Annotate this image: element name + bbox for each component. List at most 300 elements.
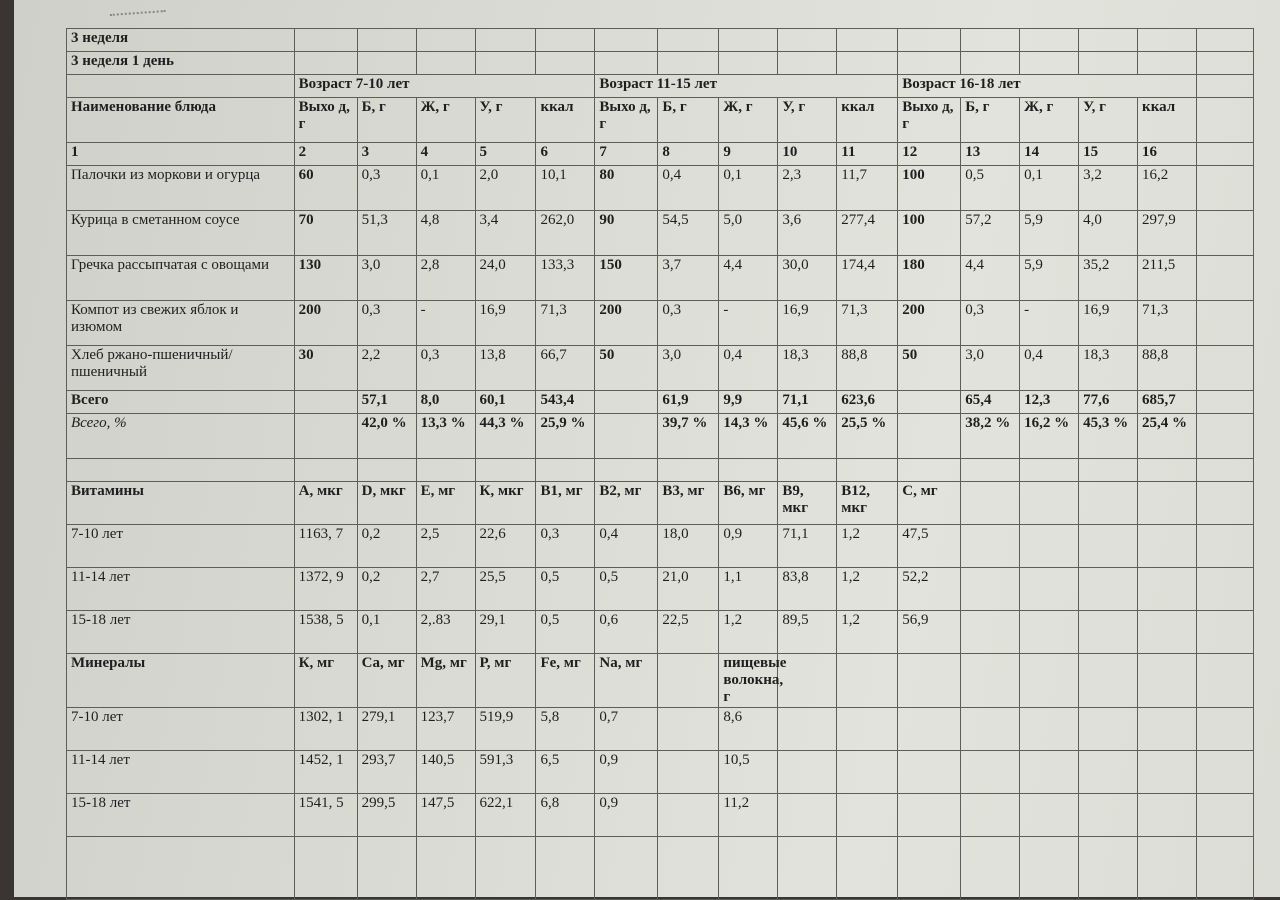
empty-cell (1138, 29, 1197, 52)
empty-cell (837, 794, 898, 837)
empty-cell (1196, 301, 1253, 346)
column-number: 8 (658, 143, 719, 166)
dish-value: 30 (294, 346, 357, 391)
total-value: 57,1 (357, 391, 416, 414)
empty-cell (658, 29, 719, 52)
empty-cell (1079, 459, 1138, 482)
dish-value: 0,3 (357, 301, 416, 346)
dish-value: 3,7 (658, 256, 719, 301)
nutrition-table (66, 28, 1254, 900)
empty-cell (778, 29, 837, 52)
mineral-header: Na, мг (595, 654, 658, 708)
empty-cell (898, 837, 961, 900)
vitamin-value: 0,1 (357, 611, 416, 654)
vitamin-value: 0,3 (536, 525, 595, 568)
column-number: 2 (294, 143, 357, 166)
vitamin-value: 47,5 (898, 525, 961, 568)
dish-value: 71,3 (1138, 301, 1197, 346)
mineral-header: Р, мг (475, 654, 536, 708)
dish-value: 16,9 (1079, 301, 1138, 346)
vitamin-value: 56,9 (898, 611, 961, 654)
age-group-16-18: Возраст 16-18 лет (898, 75, 1197, 98)
dish-value: 0,5 (961, 166, 1020, 211)
mineral-value: 0,9 (595, 794, 658, 837)
empty-cell (898, 52, 961, 75)
empty-cell (294, 29, 357, 52)
nutrient-header: Б, г (357, 98, 416, 143)
dish-value: 88,8 (1138, 346, 1197, 391)
vitamin-value: 0,5 (595, 568, 658, 611)
vitamin-value: 1,2 (837, 568, 898, 611)
nutrient-header: ккал (536, 98, 595, 143)
dish-value: 0,1 (1020, 166, 1079, 211)
vitamin-header: С, мг (898, 482, 961, 525)
empty-cell (595, 29, 658, 52)
column-number: 13 (961, 143, 1020, 166)
mineral-age-label: 7-10 лет (67, 708, 295, 751)
empty-cell (1138, 459, 1197, 482)
empty-cell (1196, 525, 1253, 568)
dish-value: 60 (294, 166, 357, 211)
dish-value: 16,2 (1138, 166, 1197, 211)
empty-cell (357, 29, 416, 52)
vitamin-header: В3, мг (658, 482, 719, 525)
empty-cell (778, 52, 837, 75)
empty-cell (1196, 29, 1253, 52)
vitamin-value: 2,5 (416, 525, 475, 568)
dish-value: - (719, 301, 778, 346)
total-value (898, 391, 961, 414)
dish-name: Компот из свежих яблок и изюмом (67, 301, 295, 346)
dish-value: 4,0 (1079, 211, 1138, 256)
empty-cell (1020, 482, 1079, 525)
total-percent-value: 44,3 % (475, 414, 536, 459)
empty-cell (1020, 751, 1079, 794)
vitamin-value: 22,5 (658, 611, 719, 654)
empty-cell (658, 459, 719, 482)
mineral-value (658, 794, 719, 837)
column-number: 10 (778, 143, 837, 166)
dish-value: 200 (294, 301, 357, 346)
empty-cell (1196, 52, 1253, 75)
total-percent-value: 42,0 % (357, 414, 416, 459)
empty-cell (898, 751, 961, 794)
vitamin-value: 2,7 (416, 568, 475, 611)
vitamin-value: 25,5 (475, 568, 536, 611)
mineral-row (67, 708, 1254, 751)
nutrient-header: Ж, г (416, 98, 475, 143)
total-percent-value (294, 414, 357, 459)
empty-cell (961, 794, 1020, 837)
dish-value: 5,9 (1020, 256, 1079, 301)
empty-cell (1138, 837, 1197, 900)
dish-value: 50 (898, 346, 961, 391)
empty-cell (837, 29, 898, 52)
mineral-value: 6,5 (536, 751, 595, 794)
dish-value: 3,2 (1079, 166, 1138, 211)
dish-value: - (1020, 301, 1079, 346)
total-value: 77,6 (1079, 391, 1138, 414)
empty-cell (961, 52, 1020, 75)
total-percent-row (67, 414, 1254, 459)
total-percent-value: 45,6 % (778, 414, 837, 459)
dish-value: 4,4 (961, 256, 1020, 301)
vitamin-header: В12, мкг (837, 482, 898, 525)
mineral-row (67, 794, 1254, 837)
empty-cell (294, 837, 357, 900)
vitamin-value: 0,9 (719, 525, 778, 568)
column-number: 3 (357, 143, 416, 166)
dish-value: 0,3 (961, 301, 1020, 346)
mineral-value: 10,5 (719, 751, 778, 794)
vitamin-row (67, 611, 1254, 654)
mineral-value: 1302, 1 (294, 708, 357, 751)
empty-cell (1020, 794, 1079, 837)
dish-value: 88,8 (837, 346, 898, 391)
vitamin-row (67, 525, 1254, 568)
vitamin-row (67, 568, 1254, 611)
empty-cell (1020, 525, 1079, 568)
empty-cell (1138, 482, 1197, 525)
empty-cell (475, 29, 536, 52)
mineral-value: 5,8 (536, 708, 595, 751)
mineral-value: 147,5 (416, 794, 475, 837)
total-percent-value: 25,4 % (1138, 414, 1197, 459)
empty-cell (719, 837, 778, 900)
empty-cell (961, 654, 1020, 708)
vitamin-value: 52,2 (898, 568, 961, 611)
mineral-value: 591,3 (475, 751, 536, 794)
dish-value: 174,4 (837, 256, 898, 301)
empty-cell (1196, 751, 1253, 794)
column-number: 11 (837, 143, 898, 166)
vitamin-value: 89,5 (778, 611, 837, 654)
total-percent-value: 39,7 % (658, 414, 719, 459)
day-row (67, 52, 1254, 75)
total-percent-value: 25,5 % (837, 414, 898, 459)
empty-cell (294, 52, 357, 75)
empty-cell (1196, 256, 1253, 301)
mineral-value: 6,8 (536, 794, 595, 837)
column-number: 15 (1079, 143, 1138, 166)
document-page (14, 0, 1280, 897)
dish-value: 3,0 (658, 346, 719, 391)
nutrient-header-row (67, 98, 1254, 143)
empty-cell (1196, 459, 1253, 482)
dish-name: Гречка рассыпчатая с овощами (67, 256, 295, 301)
dish-value: 0,1 (719, 166, 778, 211)
empty-cell (1196, 391, 1253, 414)
vitamin-header: К, мкг (475, 482, 536, 525)
dish-value: 297,9 (1138, 211, 1197, 256)
empty-cell (837, 654, 898, 708)
total-value: 65,4 (961, 391, 1020, 414)
empty-cell (1196, 568, 1253, 611)
dish-value: 277,4 (837, 211, 898, 256)
empty-cell (961, 525, 1020, 568)
empty-cell (1020, 708, 1079, 751)
empty-cell (1138, 568, 1197, 611)
total-value: 685,7 (1138, 391, 1197, 414)
mineral-value (658, 751, 719, 794)
mineral-header (658, 654, 719, 708)
column-number: 14 (1020, 143, 1079, 166)
empty-cell (1079, 794, 1138, 837)
column-number: 6 (536, 143, 595, 166)
empty-cell (1079, 568, 1138, 611)
column-number: 16 (1138, 143, 1197, 166)
mineral-header: К, мг (294, 654, 357, 708)
dish-row (67, 346, 1254, 391)
vitamin-age-label: 7-10 лет (67, 525, 295, 568)
age-group-11-15: Возраст 11-15 лет (595, 75, 898, 98)
total-percent-value (898, 414, 961, 459)
vitamin-value: 1163, 7 (294, 525, 357, 568)
dish-row (67, 301, 1254, 346)
dish-value: 24,0 (475, 256, 536, 301)
empty-cell (416, 837, 475, 900)
nutrient-header: ккал (837, 98, 898, 143)
empty-cell (475, 52, 536, 75)
dish-value: 30,0 (778, 256, 837, 301)
dish-value: 71,3 (837, 301, 898, 346)
mineral-value: 299,5 (357, 794, 416, 837)
empty-cell (536, 52, 595, 75)
total-percent-value: 45,3 % (1079, 414, 1138, 459)
empty-cell (1196, 211, 1253, 256)
dish-value: 200 (595, 301, 658, 346)
empty-cell (1079, 525, 1138, 568)
vitamin-value: 1538, 5 (294, 611, 357, 654)
total-value: 543,4 (536, 391, 595, 414)
dish-value: 4,4 (719, 256, 778, 301)
empty-cell (1138, 525, 1197, 568)
dish-header: Наименование блюда (67, 98, 295, 143)
total-percent-value: 14,3 % (719, 414, 778, 459)
dish-value: 100 (898, 166, 961, 211)
empty-cell (1020, 611, 1079, 654)
dish-value: 5,9 (1020, 211, 1079, 256)
dish-value: 3,4 (475, 211, 536, 256)
empty-cell (67, 459, 295, 482)
empty-cell (1020, 459, 1079, 482)
total-percent-value (595, 414, 658, 459)
empty-cell (357, 52, 416, 75)
mineral-value: 622,1 (475, 794, 536, 837)
total-value: 8,0 (416, 391, 475, 414)
empty-cell (778, 654, 837, 708)
empty-cell (961, 611, 1020, 654)
vitamin-age-label: 11-14 лет (67, 568, 295, 611)
empty-cell (1079, 611, 1138, 654)
mineral-age-label: 11-14 лет (67, 751, 295, 794)
empty-cell (1196, 611, 1253, 654)
column-number: 7 (595, 143, 658, 166)
dish-value: 0,1 (416, 166, 475, 211)
mineral-header: пищевые волокна, г (719, 654, 778, 708)
dish-value: 71,3 (536, 301, 595, 346)
total-percent-value: 16,2 % (1020, 414, 1079, 459)
empty-cell (1138, 708, 1197, 751)
empty-cell (837, 751, 898, 794)
age-group-7-10: Возраст 7-10 лет (294, 75, 595, 98)
vitamin-value: 21,0 (658, 568, 719, 611)
empty-cell (595, 459, 658, 482)
vitamins-header-row (67, 482, 1254, 525)
dish-value: 16,9 (778, 301, 837, 346)
mineral-value: 0,7 (595, 708, 658, 751)
total-row (67, 391, 1254, 414)
empty-cell (1138, 654, 1197, 708)
mineral-value: 123,7 (416, 708, 475, 751)
dish-value: 262,0 (536, 211, 595, 256)
total-value (595, 391, 658, 414)
total-percent-value: 25,9 % (536, 414, 595, 459)
empty-cell (837, 52, 898, 75)
empty-cell (1138, 52, 1197, 75)
dish-value: 51,3 (357, 211, 416, 256)
dish-value: 18,3 (778, 346, 837, 391)
dish-value: 16,9 (475, 301, 536, 346)
empty-cell (475, 837, 536, 900)
dish-value: 3,0 (961, 346, 1020, 391)
vitamin-value: 83,8 (778, 568, 837, 611)
empty-cell (778, 459, 837, 482)
column-number: 1 (67, 143, 295, 166)
mineral-header: Mg, мг (416, 654, 475, 708)
empty-cell (1079, 52, 1138, 75)
empty-cell (658, 837, 719, 900)
vitamin-value: 18,0 (658, 525, 719, 568)
empty-cell (536, 29, 595, 52)
column-number: 5 (475, 143, 536, 166)
vitamin-value: 0,5 (536, 568, 595, 611)
column-number: 12 (898, 143, 961, 166)
empty-cell (1079, 837, 1138, 900)
dish-value: 2,0 (475, 166, 536, 211)
nutrient-header: У, г (1079, 98, 1138, 143)
empty-cell (595, 837, 658, 900)
dish-value: 0,4 (658, 166, 719, 211)
dish-value: 35,2 (1079, 256, 1138, 301)
dish-value: 130 (294, 256, 357, 301)
dish-value: 80 (595, 166, 658, 211)
empty-cell (1196, 166, 1253, 211)
empty-cell (778, 837, 837, 900)
empty-cell (1020, 568, 1079, 611)
dish-value: 4,8 (416, 211, 475, 256)
dish-value: - (416, 301, 475, 346)
nutrient-header: Выхо д, г (595, 98, 658, 143)
dish-name: Хлеб ржано-пшеничный/пшеничный (67, 346, 295, 391)
nutrient-header: У, г (475, 98, 536, 143)
vitamin-value: 0,4 (595, 525, 658, 568)
empty-cell (67, 75, 295, 98)
empty-cell (1020, 29, 1079, 52)
mineral-header: Fe, мг (536, 654, 595, 708)
nutrient-header: У, г (778, 98, 837, 143)
nutrient-header: Б, г (961, 98, 1020, 143)
empty-cell (1196, 708, 1253, 751)
empty-cell (595, 52, 658, 75)
empty-cell (1020, 654, 1079, 708)
empty-cell (1196, 654, 1253, 708)
total-value: 9,9 (719, 391, 778, 414)
total-value (294, 391, 357, 414)
vitamin-header: В2, мг (595, 482, 658, 525)
dish-row (67, 166, 1254, 211)
empty-cell (1138, 794, 1197, 837)
dish-value: 0,3 (658, 301, 719, 346)
mineral-value: 1452, 1 (294, 751, 357, 794)
mineral-age-label: 15-18 лет (67, 794, 295, 837)
dish-value: 3,0 (357, 256, 416, 301)
empty-cell (961, 751, 1020, 794)
vitamin-header: Е, мг (416, 482, 475, 525)
total-value: 623,6 (837, 391, 898, 414)
blank-row (67, 837, 1254, 900)
spacer-row (67, 459, 1254, 482)
mineral-value: 279,1 (357, 708, 416, 751)
dish-value: 150 (595, 256, 658, 301)
total-value: 61,9 (658, 391, 719, 414)
empty-cell (1079, 708, 1138, 751)
empty-cell (416, 29, 475, 52)
empty-cell (536, 459, 595, 482)
total-percent-value: 13,3 % (416, 414, 475, 459)
empty-cell (294, 459, 357, 482)
nutrient-header: Ж, г (1020, 98, 1079, 143)
vitamin-value: 1,1 (719, 568, 778, 611)
vitamin-header: А, мкг (294, 482, 357, 525)
pen-mark (110, 10, 167, 24)
empty-cell (1079, 751, 1138, 794)
empty-cell (778, 794, 837, 837)
vitamin-header: В1, мг (536, 482, 595, 525)
vitamin-header: В9, мкг (778, 482, 837, 525)
empty-cell (961, 837, 1020, 900)
dish-name: Курица в сметанном соусе (67, 211, 295, 256)
empty-cell (898, 654, 961, 708)
vitamins-label: Витамины (67, 482, 295, 525)
empty-cell (898, 459, 961, 482)
empty-cell (719, 52, 778, 75)
empty-cell (1079, 29, 1138, 52)
empty-cell (1196, 414, 1253, 459)
total-label: Всего (67, 391, 295, 414)
total-value: 71,1 (778, 391, 837, 414)
column-number: 4 (416, 143, 475, 166)
column-number-row (67, 143, 1254, 166)
empty-cell (719, 29, 778, 52)
empty-cell (1020, 837, 1079, 900)
empty-cell (961, 482, 1020, 525)
empty-cell (1020, 52, 1079, 75)
dish-value: 180 (898, 256, 961, 301)
dish-name: Палочки из моркови и огурца (67, 166, 295, 211)
mineral-value: 0,9 (595, 751, 658, 794)
minerals-header-row (67, 654, 1254, 708)
dish-value: 90 (595, 211, 658, 256)
mineral-value: 140,5 (416, 751, 475, 794)
empty-cell (1196, 794, 1253, 837)
empty-cell (416, 52, 475, 75)
dish-value: 10,1 (536, 166, 595, 211)
mineral-value: 8,6 (719, 708, 778, 751)
dish-value: 100 (898, 211, 961, 256)
dish-value: 11,7 (837, 166, 898, 211)
empty-cell (837, 708, 898, 751)
